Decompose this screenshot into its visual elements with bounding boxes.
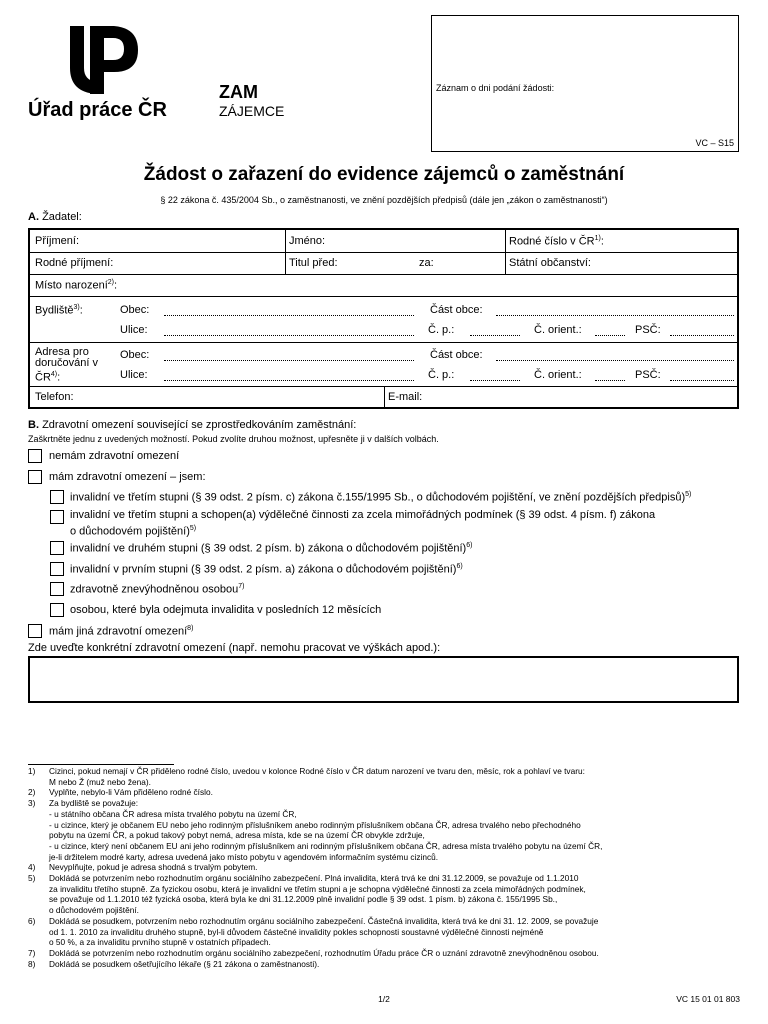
invalid-third-degree-checkbox[interactable] <box>50 490 64 504</box>
delivery-house-no-field[interactable] <box>470 380 520 381</box>
invalid-third-degree-label: invalidní ve třetím stupni (§ 39 odst. 2 písm. c) zákona č.155/1995 Sb., o důchodovém pojištění, ve znění pozdějších předpisů)$^{5)}$ <box>70 491 692 504</box>
delivery-house-no-label: Č. p.: <box>428 369 455 381</box>
birthplace-label: Místo narození$^{2)}$: <box>35 279 118 292</box>
birth-surname-label: Rodné příjmení: <box>35 257 114 269</box>
invalid-first-degree-label: invalidní v prvním stupni (§ 39 odst. 2 písm. a) zákona o důchodovém pojištění)$^{6)}$ <box>70 563 463 576</box>
footnote-number: 6) <box>28 915 36 926</box>
footnote-text: - u státního občana ČR adresa místa trvalého pobytu na území ČR, <box>49 808 297 819</box>
health-limit-label: mám zdravotní omezení – jsem: <box>49 471 206 483</box>
specify-limit-textarea[interactable] <box>28 656 739 703</box>
footnote-text: je-li držitelem modré karty, adresa uvedená jako místo pobytu v agendovém informačním systému cizinců. <box>49 851 439 862</box>
office-logo <box>68 26 140 94</box>
no-health-limit-label: nemám zdravotní omezení <box>49 450 180 462</box>
footnote <box>28 787 740 798</box>
disadvantaged-person-checkbox[interactable] <box>50 582 64 596</box>
form-code: ZAM <box>219 82 258 102</box>
footnote <box>28 862 740 873</box>
invalid-second-degree-checkbox[interactable] <box>50 541 64 555</box>
footnote-text: pobytu na území ČR, a pokud takový pobyt nemá, adresa místa, kde se na území ČR obvykle zdržuje, <box>49 830 425 841</box>
footnote-divider <box>28 764 174 765</box>
footnote-text: Vyplňte, nebylo-li Vám přiděleno rodné číslo. <box>49 787 213 798</box>
house-no-field[interactable] <box>470 335 520 336</box>
footnote-text: Za bydliště se považuje: <box>49 798 139 809</box>
surname-label: Příjmení: <box>35 235 80 247</box>
delivery-street-label: Ulice: <box>120 369 148 381</box>
footnote-text: o 50 %, a za invaliditu prvního stupně v ostatních případech. <box>49 937 271 948</box>
footnote <box>28 798 740 862</box>
municipality-part-label: Část obce: <box>430 304 483 316</box>
disadvantaged-person-label: zdravotně znevýhodněnou osobou$^{7)}$ <box>70 583 245 596</box>
invalid-third-degree-work-label: invalidní ve třetím stupni a schopen(a) výdělečné činnosti za zcela mimořádných podmínek (§ 39 odst. 4 písm. f) zákona o důchodovém pojištění)$^{5)}$ <box>70 509 656 538</box>
footnote <box>28 959 740 970</box>
footnote-text: - u cizince, který je občanem EU nebo jeho rodinným příslušníkem anebo rodinným příslušníkem občana ČR, adresa trvalého nebo přechodného <box>49 819 581 830</box>
document-code: VC 15 01 01 803 <box>676 994 740 1004</box>
first-name-label: Jméno: <box>289 235 326 247</box>
page-number: 1/2 <box>378 994 390 1004</box>
footnote <box>28 916 740 948</box>
footnote-text: o důchodovém pojištění. <box>49 905 139 916</box>
footnote <box>28 948 740 959</box>
footnote-text: za invaliditu třetího stupně. Za fyzickou osobu, která je invalidní ve třetím stupni a je schopna výdělečné činnosti za zcela mimořádných podmínek, <box>49 883 586 894</box>
page-title: Žádost o zařazení do evidence zájemců o zaměstnání <box>143 164 625 185</box>
section-b-note: Zaškrtněte jednu z uvedených možností. Pokud zvolíte druhou možnost, upřesněte ji v dalších volbách. <box>28 434 439 444</box>
footnote-text: Dokládá se potvrzením nebo rozhodnutím orgánu sociálního zabezpečení. Plná invalidita, která trvá ke dni 31.12.2009, se považuje od 1.1.2010 <box>49 873 579 883</box>
office-name: Úřad práce ČR <box>28 99 167 121</box>
street-label: Ulice: <box>120 324 148 336</box>
orient-no-label: Č. orient.: <box>534 324 582 336</box>
invalidity-revoked-label: osobou, které byla odejmuta invalidita v posledních 12 měsících <box>70 604 382 616</box>
footnote-text: Nevyplňujte, pokud je adresa shodná s trvalým pobytem. <box>49 862 258 873</box>
footnote-text: se považuje od 1.1.2010 též fyzická osoba, která byla ke dni 31.12.2009 plně invalidní podle § 39 odst. 1 písm. b) zákona č. 155/1995 Sb., <box>49 894 558 905</box>
footnote-text: Dokládá se posudkem ošetřujícího lékaře (§ 21 zákona o zaměstnanosti). <box>49 958 320 969</box>
delivery-municipality-label: Obec: <box>120 349 150 361</box>
specify-limit-label: Zde uveďte konkrétní zdravotní omezení (např. nemohu pracovat ve výškách apod.): <box>28 642 441 654</box>
footnote <box>28 873 740 916</box>
zip-label: PSČ: <box>635 324 661 336</box>
house-no-label: Č. p.: <box>428 324 455 336</box>
residence-label: Bydliště$^{3)}$: <box>35 304 83 317</box>
page-subtitle: § 22 zákona č. 435/2004 Sb., o zaměstnanosti, ve znění pozdějších předpisů (dále jen „zákon o zaměstnanosti“) <box>160 195 608 205</box>
footnote-number: 8) <box>28 958 36 969</box>
footnote <box>28 766 740 787</box>
section-a-heading: A. Žadatel: <box>28 211 82 223</box>
delivery-municipality-part-field[interactable] <box>496 360 734 361</box>
invalid-third-degree-work-checkbox[interactable] <box>50 510 64 524</box>
footnote-text: Dokládá se posudkem, potvrzením nebo rozhodnutím orgánu sociálního zabezpečení. Částečná invalidita, která trvá ke dni 31. 12. 2009, se považuje <box>49 915 599 926</box>
delivery-orient-no-field[interactable] <box>595 380 625 381</box>
title-after-label: za: <box>419 257 434 269</box>
municipality-field[interactable] <box>164 315 414 316</box>
delivery-address-label: Adresa pro doručování v ČR$^{4)}$: <box>35 346 98 384</box>
invalid-second-degree-label: invalidní ve druhém stupni (§ 39 odst. 2 písm. b) zákona o důchodovém pojištění)$^{6)}$ <box>70 542 473 555</box>
footnote-number: 2) <box>28 787 36 798</box>
no-health-limit-checkbox[interactable] <box>28 449 42 463</box>
municipality-label: Obec: <box>120 304 150 316</box>
delivery-orient-no-label: Č. orient.: <box>534 369 582 381</box>
footnote-number: 1) <box>28 766 36 776</box>
street-field[interactable] <box>164 335 414 336</box>
email-label: E-mail: <box>388 391 423 403</box>
municipality-part-field[interactable] <box>496 315 734 316</box>
footnote-number: 5) <box>28 873 36 883</box>
delivery-zip-label: PSČ: <box>635 369 661 381</box>
invalidity-revoked-checkbox[interactable] <box>50 603 64 617</box>
orient-no-field[interactable] <box>595 335 625 336</box>
footnote-text: - u cizince, který není občanem EU ani jeho rodinným příslušníkem ani rodinným příslušníkem občana ČR, adresa místa trvalého pobytu na území ČR, <box>49 840 603 851</box>
applicant-table <box>28 228 739 409</box>
zip-field[interactable] <box>670 335 734 336</box>
registration-label: Záznam o dni podání žádosti: <box>436 83 555 93</box>
registration-code: VC – S15 <box>695 138 734 148</box>
delivery-municipality-part-label: Část obce: <box>430 349 483 361</box>
delivery-municipality-field[interactable] <box>164 360 414 361</box>
title-before-label: Titul před: <box>289 257 338 269</box>
footnote-text: M nebo Ž (muž nebo žena). <box>49 776 151 787</box>
other-limit-label: mám jiná zdravotní omezení$^{8)}$ <box>49 625 194 638</box>
birth-number-label: Rodné číslo v ČR$^{1)}$: <box>509 235 604 248</box>
delivery-zip-field[interactable] <box>670 380 734 381</box>
invalid-first-degree-checkbox[interactable] <box>50 562 64 576</box>
footnote-text: Cizinci, pokud nemají v ČR přiděleno rodné číslo, uvedou v kolonce Rodné číslo v ČR datum narození ve tvaru den, měsíc, rok a pohlaví ve tvaru: <box>49 766 585 776</box>
footnote-text: Dokládá se potvrzením nebo rozhodnutím orgánu sociálního zabezpečení, rozhodnutím Úřadu práce ČR o uznání zdravotně znevýhodněnou osobou. <box>49 947 599 958</box>
delivery-street-field[interactable] <box>164 380 414 381</box>
registration-box <box>431 15 739 152</box>
citizenship-label: Státní občanství: <box>509 257 591 269</box>
footnote-number: 7) <box>28 947 36 958</box>
health-limit-checkbox[interactable] <box>28 470 42 484</box>
footnote-number: 4) <box>28 862 36 873</box>
form-type: ZÁJEMCE <box>219 103 285 119</box>
phone-label: Telefon: <box>35 391 74 403</box>
footnote-text: od 1. 1. 2010 za invaliditu druhého stupně, byl-li důvodem částečné invalidity pokles schopnosti soustavné výdělečné činnosti nejméně <box>49 926 544 937</box>
section-b-heading: B. Zdravotní omezení související se zprostředkováním zaměstnání: <box>28 419 357 431</box>
footnote-number: 3) <box>28 798 36 809</box>
other-limit-checkbox[interactable] <box>28 624 42 638</box>
